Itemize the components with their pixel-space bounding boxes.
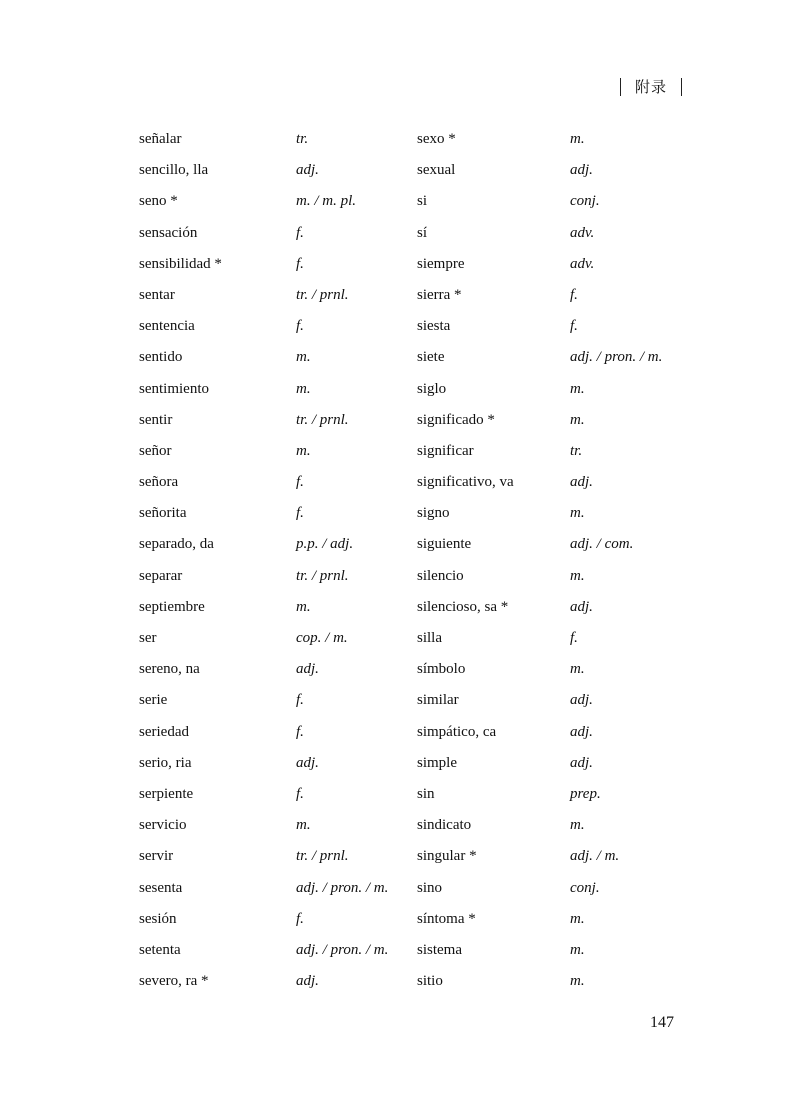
headword: señor bbox=[139, 442, 172, 459]
part-of-speech: f. bbox=[570, 286, 578, 303]
headword: símbolo bbox=[417, 661, 466, 678]
part-of-speech: f. bbox=[296, 910, 304, 927]
vocabulary-row bbox=[139, 222, 699, 253]
part-of-speech: f. bbox=[570, 318, 578, 335]
headword: seno * bbox=[139, 193, 178, 210]
part-of-speech: adj. bbox=[570, 474, 593, 491]
part-of-speech: adj. / pron. / m. bbox=[296, 879, 389, 896]
vocabulary-row bbox=[139, 533, 699, 564]
part-of-speech: tr. / prnl. bbox=[296, 411, 349, 428]
headword: seriedad bbox=[139, 723, 189, 740]
headword: siglo bbox=[417, 380, 447, 397]
vocabulary-row bbox=[139, 565, 699, 596]
headword: simple bbox=[417, 754, 457, 771]
part-of-speech: adv. bbox=[570, 224, 595, 241]
part-of-speech: tr. / prnl. bbox=[296, 567, 349, 584]
part-of-speech: adj. / m. bbox=[570, 848, 620, 865]
part-of-speech: adj. bbox=[570, 723, 593, 740]
vocabulary-row bbox=[139, 596, 699, 627]
part-of-speech: f. bbox=[296, 505, 304, 522]
part-of-speech: adv. bbox=[570, 255, 595, 272]
vocabulary-row bbox=[139, 440, 699, 471]
headword: síntoma * bbox=[417, 910, 476, 927]
part-of-speech: adj. bbox=[570, 754, 593, 771]
part-of-speech: adj. / com. bbox=[570, 536, 634, 553]
headword: sindicato bbox=[417, 817, 472, 834]
headword: similar bbox=[417, 692, 459, 709]
vocabulary-row bbox=[139, 627, 699, 658]
headword: septiembre bbox=[139, 598, 205, 615]
headword: singular * bbox=[417, 848, 477, 865]
vocabulary-row bbox=[139, 721, 699, 752]
running-header bbox=[620, 76, 682, 97]
headword: serpiente bbox=[139, 785, 194, 802]
part-of-speech: m. bbox=[570, 131, 585, 147]
part-of-speech: tr. / prnl. bbox=[296, 286, 349, 303]
headword: sino bbox=[417, 879, 443, 896]
vocabulary-row bbox=[139, 658, 699, 689]
headword: separar bbox=[139, 567, 183, 584]
vocabulary-row bbox=[139, 783, 699, 814]
part-of-speech: m. bbox=[570, 973, 585, 990]
headword: separado, da bbox=[139, 536, 214, 553]
part-of-speech: m. bbox=[570, 567, 585, 584]
vocabulary-row bbox=[139, 970, 699, 1001]
part-of-speech: conj. bbox=[570, 193, 600, 210]
headword: si bbox=[417, 193, 428, 210]
headword: ser bbox=[139, 630, 157, 646]
headword: setenta bbox=[139, 941, 181, 958]
headword: sentido bbox=[139, 349, 183, 366]
part-of-speech: tr. bbox=[296, 131, 309, 147]
headword: sentar bbox=[139, 286, 175, 303]
part-of-speech: prep. bbox=[570, 785, 601, 802]
vocabulary-row bbox=[139, 409, 699, 440]
headword: signo bbox=[417, 505, 450, 522]
vocabulary-row bbox=[139, 128, 699, 159]
part-of-speech: m. bbox=[570, 661, 585, 678]
vocabulary-row bbox=[139, 939, 699, 970]
part-of-speech: adj. / pron. / m. bbox=[296, 941, 389, 958]
vocabulary-row bbox=[139, 877, 699, 908]
part-of-speech: tr. bbox=[570, 442, 583, 459]
vocabulary-row bbox=[139, 502, 699, 533]
headword: significativo, va bbox=[417, 474, 514, 491]
vocabulary-row bbox=[139, 159, 699, 190]
part-of-speech: adj. bbox=[296, 162, 319, 179]
headword: severo, ra * bbox=[139, 973, 209, 990]
part-of-speech: f. bbox=[570, 630, 578, 646]
page-number: 147 bbox=[650, 1014, 674, 1031]
part-of-speech: m. bbox=[570, 380, 585, 397]
headword: sesión bbox=[139, 910, 177, 927]
part-of-speech: cop. / m. bbox=[296, 630, 348, 646]
headword: siguiente bbox=[417, 536, 472, 553]
headword: sexo * bbox=[417, 131, 456, 147]
vocabulary-row bbox=[139, 814, 699, 845]
part-of-speech: m. bbox=[570, 505, 585, 522]
headword: sentencia bbox=[139, 318, 195, 335]
part-of-speech: f. bbox=[296, 723, 304, 740]
headword: sierra * bbox=[417, 286, 462, 303]
headword: sensación bbox=[139, 224, 198, 241]
part-of-speech: f. bbox=[296, 224, 304, 241]
headword: siesta bbox=[417, 318, 451, 335]
headword: significar bbox=[417, 442, 474, 459]
part-of-speech: p.p. / adj. bbox=[296, 536, 354, 553]
headword: sin bbox=[417, 785, 435, 802]
header-title: 附录 bbox=[634, 78, 667, 96]
part-of-speech: adj. bbox=[296, 754, 319, 771]
headword: sensibilidad * bbox=[139, 255, 222, 272]
part-of-speech: m. bbox=[570, 941, 585, 958]
headword: silla bbox=[417, 630, 442, 646]
part-of-speech: m. bbox=[570, 411, 585, 428]
part-of-speech: m. bbox=[296, 380, 311, 397]
part-of-speech: adj. / pron. / m. bbox=[570, 349, 663, 366]
headword: sentimiento bbox=[139, 380, 209, 397]
headword: sitio bbox=[417, 973, 443, 990]
headword: sistema bbox=[417, 941, 462, 958]
vocabulary-row bbox=[139, 315, 699, 346]
part-of-speech: adj. bbox=[296, 661, 319, 678]
part-of-speech: tr. / prnl. bbox=[296, 848, 349, 865]
headword: silencio bbox=[417, 567, 464, 584]
part-of-speech: adj. bbox=[296, 973, 319, 990]
vocabulary-row bbox=[139, 471, 699, 502]
part-of-speech: f. bbox=[296, 785, 304, 802]
headword: sereno, na bbox=[139, 661, 200, 678]
headword: siete bbox=[417, 349, 445, 366]
part-of-speech: m. bbox=[296, 817, 311, 834]
headword: siempre bbox=[417, 255, 465, 272]
headword: sí bbox=[417, 224, 428, 241]
vocabulary-row bbox=[139, 689, 699, 720]
headword: silencioso, sa * bbox=[417, 598, 509, 615]
part-of-speech: conj. bbox=[570, 879, 600, 896]
vocabulary-row bbox=[139, 284, 699, 315]
vocabulary-row bbox=[139, 908, 699, 939]
part-of-speech: f. bbox=[296, 692, 304, 709]
vocabulary-row bbox=[139, 752, 699, 783]
headword: serie bbox=[139, 692, 168, 709]
vocabulary-row bbox=[139, 253, 699, 284]
part-of-speech: f. bbox=[296, 255, 304, 272]
headword: sentir bbox=[139, 411, 173, 428]
headword: sencillo, lla bbox=[139, 162, 209, 179]
headword: simpático, ca bbox=[417, 723, 497, 740]
header-right-rule bbox=[681, 78, 682, 96]
part-of-speech: m. bbox=[296, 598, 311, 615]
vocabulary-row bbox=[139, 845, 699, 876]
part-of-speech: f. bbox=[296, 474, 304, 491]
headword: serio, ria bbox=[139, 754, 192, 771]
vocabulary-row bbox=[139, 378, 699, 409]
headword: servir bbox=[139, 848, 174, 865]
part-of-speech: m. bbox=[296, 442, 311, 459]
part-of-speech: m. bbox=[570, 817, 585, 834]
part-of-speech: adj. bbox=[570, 162, 593, 179]
headword: sexual bbox=[417, 162, 456, 179]
part-of-speech: m. / m. pl. bbox=[296, 193, 356, 210]
part-of-speech: m. bbox=[570, 910, 585, 927]
headword: señora bbox=[139, 474, 179, 491]
part-of-speech: m. bbox=[296, 349, 311, 366]
headword: señorita bbox=[139, 505, 187, 522]
header-left-rule bbox=[620, 78, 621, 96]
vocabulary-row bbox=[139, 190, 699, 221]
part-of-speech: adj. bbox=[570, 692, 593, 709]
headword: significado * bbox=[417, 411, 495, 428]
headword: sesenta bbox=[139, 879, 183, 896]
part-of-speech: adj. bbox=[570, 598, 593, 615]
headword: señalar bbox=[139, 131, 182, 147]
vocabulary-row bbox=[139, 346, 699, 377]
vocabulary-list bbox=[139, 128, 699, 1001]
part-of-speech: f. bbox=[296, 318, 304, 335]
headword: servicio bbox=[139, 817, 187, 834]
